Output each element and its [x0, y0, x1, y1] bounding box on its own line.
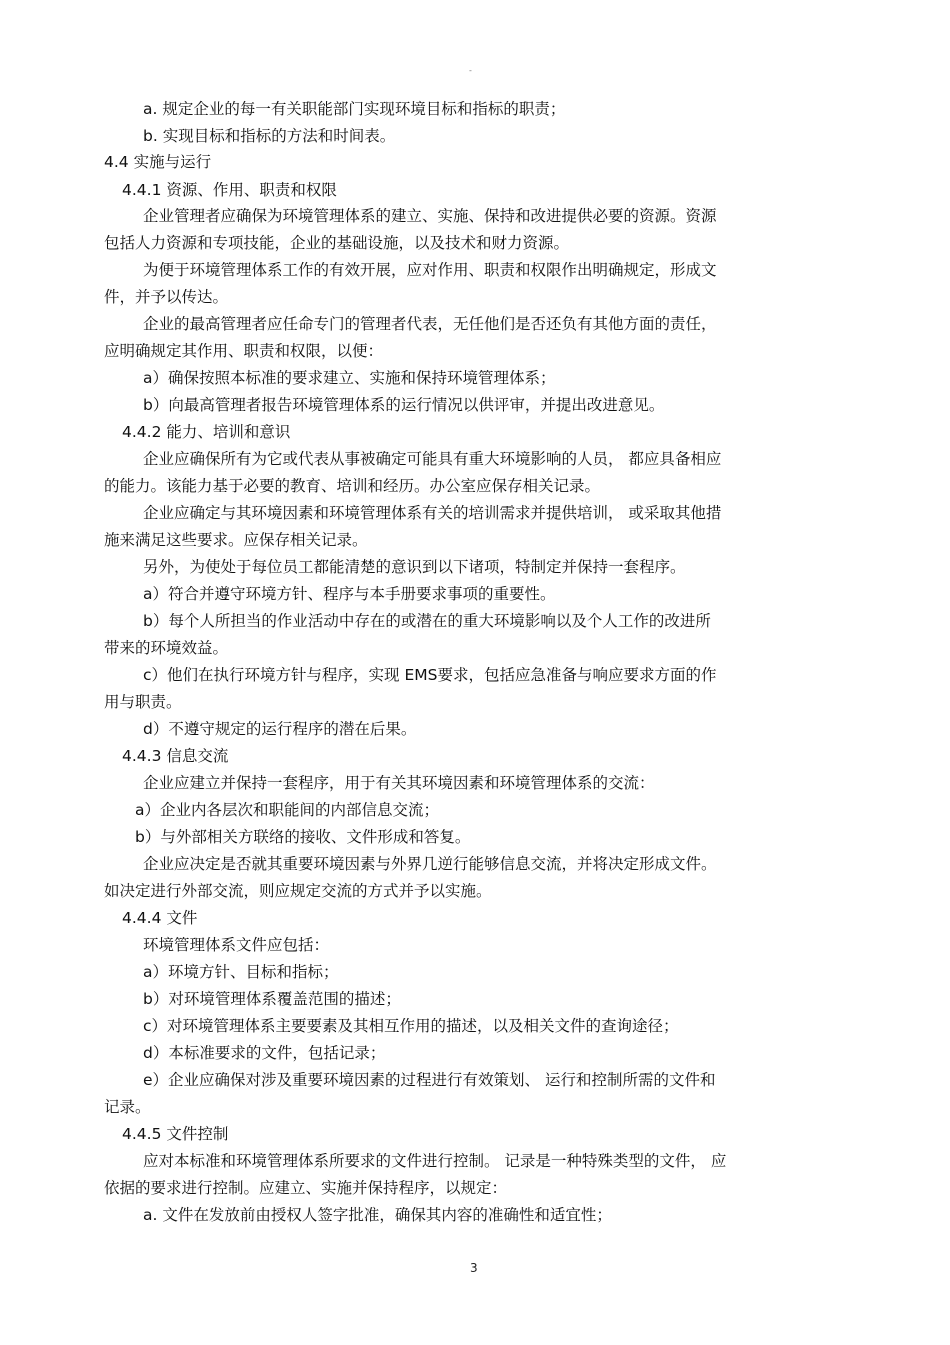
- text-line: 另外，为使处于每位员工都能清楚的意识到以下诸项，特制定并保持一套程序。: [143, 558, 686, 576]
- text-line: 环境管理体系文件应包括：: [143, 936, 330, 954]
- page-number: 3: [470, 1261, 478, 1275]
- text-line: 记录。: [104, 1098, 151, 1116]
- section-heading: 4.4.4 文件: [122, 909, 198, 927]
- text-line: a. 文件在发放前由授权人签字批准，确保其内容的准确性和适宜性；: [143, 1206, 612, 1224]
- section-heading: 4.4 实施与运行: [104, 153, 212, 171]
- text-line: c）他们在执行环境方针与程序，实现 EMS要求，包括应急准备与响应要求方面的作: [143, 666, 717, 684]
- text-line: b）对环境管理体系覆盖范围的描述；: [143, 990, 401, 1008]
- section-heading: 4.4.2 能力、培训和意识: [122, 423, 291, 441]
- text-line: 如决定进行外部交流，则应规定交流的方式并予以实施。: [104, 882, 492, 900]
- text-line: b）每个人所担当的作业活动中存在的或潜在的重大环境影响以及个人工作的改进所: [143, 612, 711, 630]
- text-line: 企业的最高管理者应任命专门的管理者代表，无任他们是否还负有其他方面的责任，: [143, 315, 717, 333]
- text-line: b）向最高管理者报告环境管理体系的运行情况以供评审，并提出改进意见。: [143, 396, 665, 414]
- text-line: c）对环境管理体系主要要素及其相互作用的描述，以及相关文件的查询途径；: [143, 1017, 679, 1035]
- text-line: 依据的要求进行控制。应建立、实施并保持程序，以规定：: [104, 1179, 508, 1197]
- text-line: a）符合并遵守环境方针、程序与本手册要求事项的重要性。: [143, 585, 556, 603]
- text-line: a）环境方针、目标和指标；: [143, 963, 339, 981]
- text-line: a）确保按照本标准的要求建立、实施和保持环境管理体系；: [143, 369, 556, 387]
- text-line: 企业应决定是否就其重要环境因素与外界几逆行能够信息交流，并将决定形成文件。: [143, 855, 717, 873]
- text-line: 企业应确定与其环境因素和环境管理体系有关的培训需求并提供培训， 或采取其他措: [143, 504, 722, 522]
- text-line: d）不遵守规定的运行程序的潜在后果。: [143, 720, 417, 738]
- text-line: d）本标准要求的文件，包括记录；: [143, 1044, 386, 1062]
- text-line: a）企业内各层次和职能间的内部信息交流；: [135, 801, 439, 819]
- text-line: 包括人力资源和专项技能，企业的基础设施，以及技术和财力资源。: [104, 234, 570, 252]
- text-line: 的能力。该能力基于必要的教育、培训和经历。办公室应保存相关记录。: [104, 477, 601, 495]
- section-heading: 4.4.5 文件控制: [122, 1125, 229, 1143]
- text-line: 应明确规定其作用、职责和权限，以便：: [104, 342, 384, 360]
- text-line: 企业应建立并保持一套程序，用于有关其环境因素和环境管理体系的交流：: [143, 774, 655, 792]
- text-line: 为便于环境管理体系工作的有效开展，应对作用、职责和权限作出明确规定，形成文: [143, 261, 717, 279]
- text-line: 应对本标准和环境管理体系所要求的文件进行控制。 记录是一种特殊类型的文件， 应: [143, 1152, 727, 1170]
- text-line: 企业应确保所有为它或代表从事被确定可能具有重大环境影响的人员， 都应具备相应: [143, 450, 722, 468]
- text-line: b）与外部相关方联络的接收、文件形成和答复。: [135, 828, 471, 846]
- text-line: 带来的环境效益。: [104, 639, 229, 657]
- text-line: e）企业应确保对涉及重要环境因素的过程进行有效策划、 运行和控制所需的文件和: [143, 1071, 716, 1089]
- text-line: 施来满足这些要求。应保存相关记录。: [104, 531, 368, 549]
- text-line: b. 实现目标和指标的方法和时间表。: [143, 127, 396, 145]
- section-heading: 4.4.3 信息交流: [122, 747, 229, 765]
- text-line: 件，并予以传达。: [104, 288, 229, 306]
- text-line: 用与职责。: [104, 693, 182, 711]
- text-line: 企业管理者应确保为环境管理体系的建立、实施、保持和改进提供必要的资源。资源: [143, 207, 717, 225]
- header-mark: -: [469, 66, 472, 75]
- section-heading: 4.4.1 资源、作用、职责和权限: [122, 181, 337, 199]
- text-line: a. 规定企业的每一有关职能部门实现环境目标和指标的职责；: [143, 100, 566, 118]
